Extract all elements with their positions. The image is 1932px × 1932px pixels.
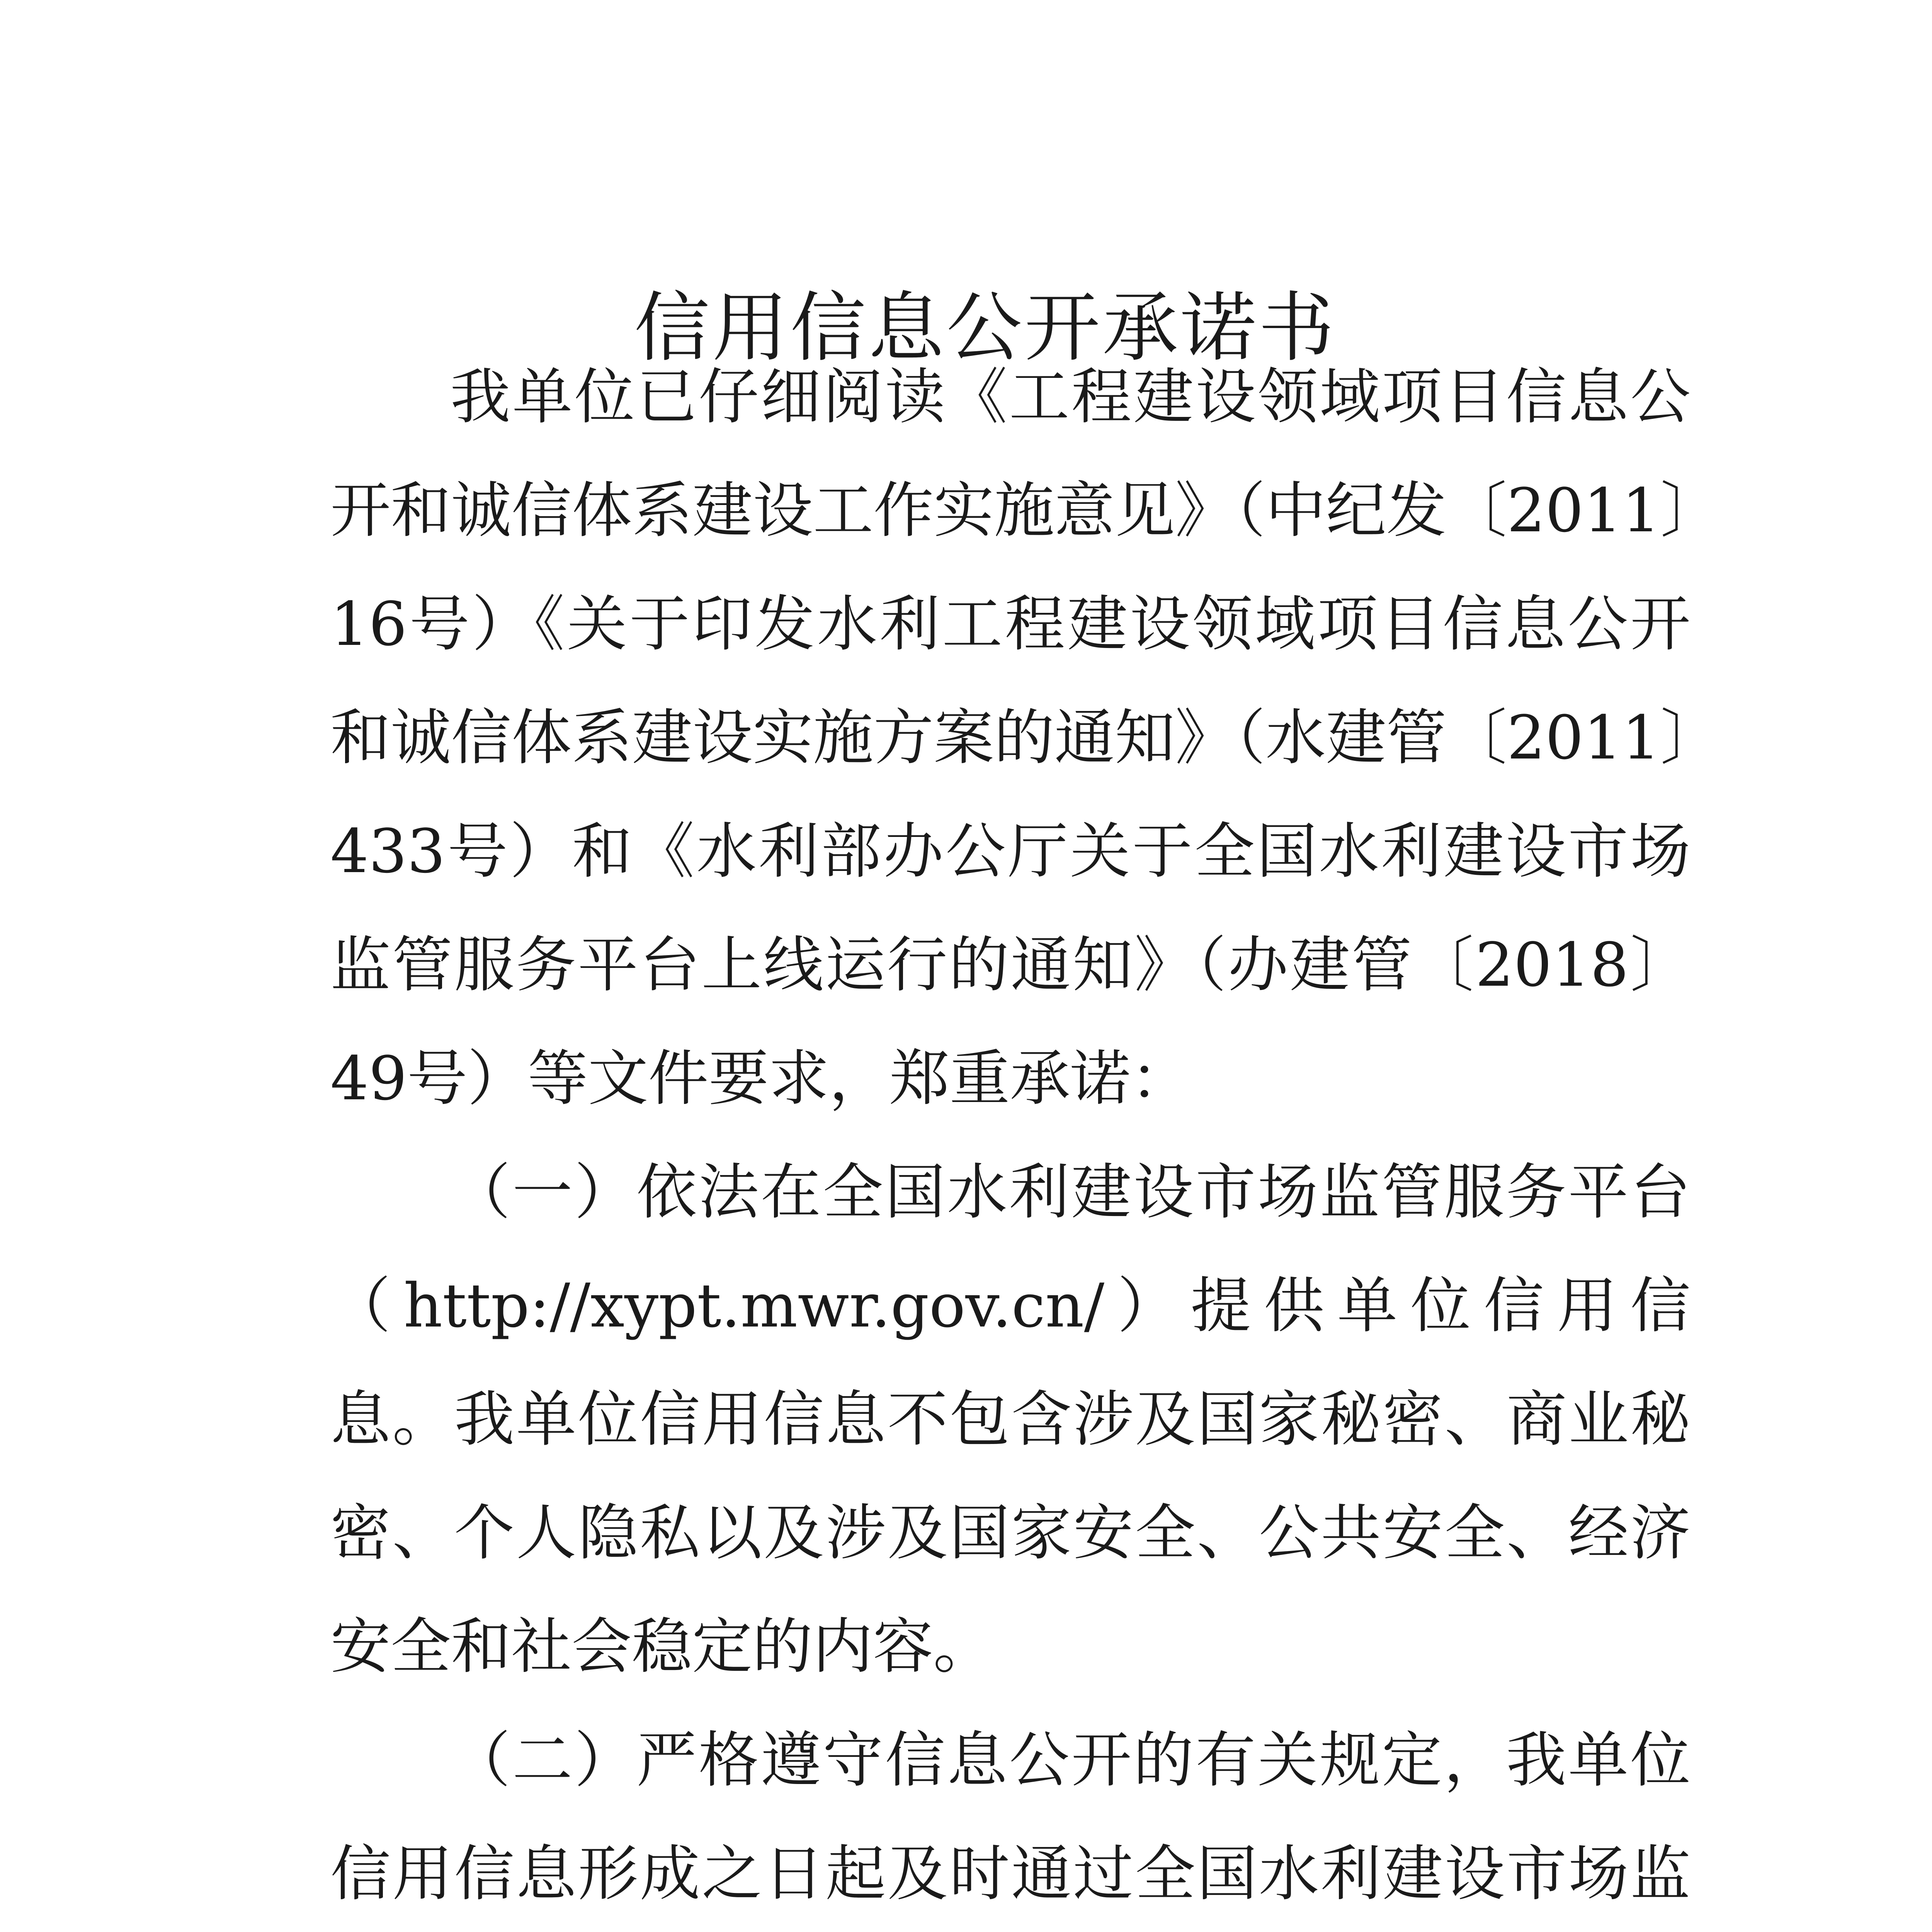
paragraph-commitment-2: （二）严格遵守信息公开的有关规定，我单位信用信息形成之日起及时通过全国水利建设市场监 — [330, 1725, 1690, 1909]
document-title: 信用信息公开承诺书 — [634, 284, 1337, 372]
paragraph-intro: 我单位已仔细阅读《工程建设领域项目信息公开和诚信体系建设工作实施意见》（中纪发〔2011〕16号）《关于印发水利工程建设领域项目信息公开和诚信体系建设实施方案的通知》（水建管〔2011〕433号）和《水利部办公厅关于全国水利建设市场监管服务平台上线运行的通知》（办建管〔2018〕49号）等文件要求，郑重承诺： — [330, 362, 1690, 1114]
document-body — [330, 340, 1690, 1932]
paragraph-commitment-1: （一）依法在全国水利建设市场监管服务平台（http://xypt.mwr.gov.cn/）提供单位信用信息。我单位信用信息不包含涉及国家秘密、商业秘密、个人隐私以及涉及国家安全、公共安全、经济安全和社会稳定的内容。 — [330, 1157, 1690, 1682]
